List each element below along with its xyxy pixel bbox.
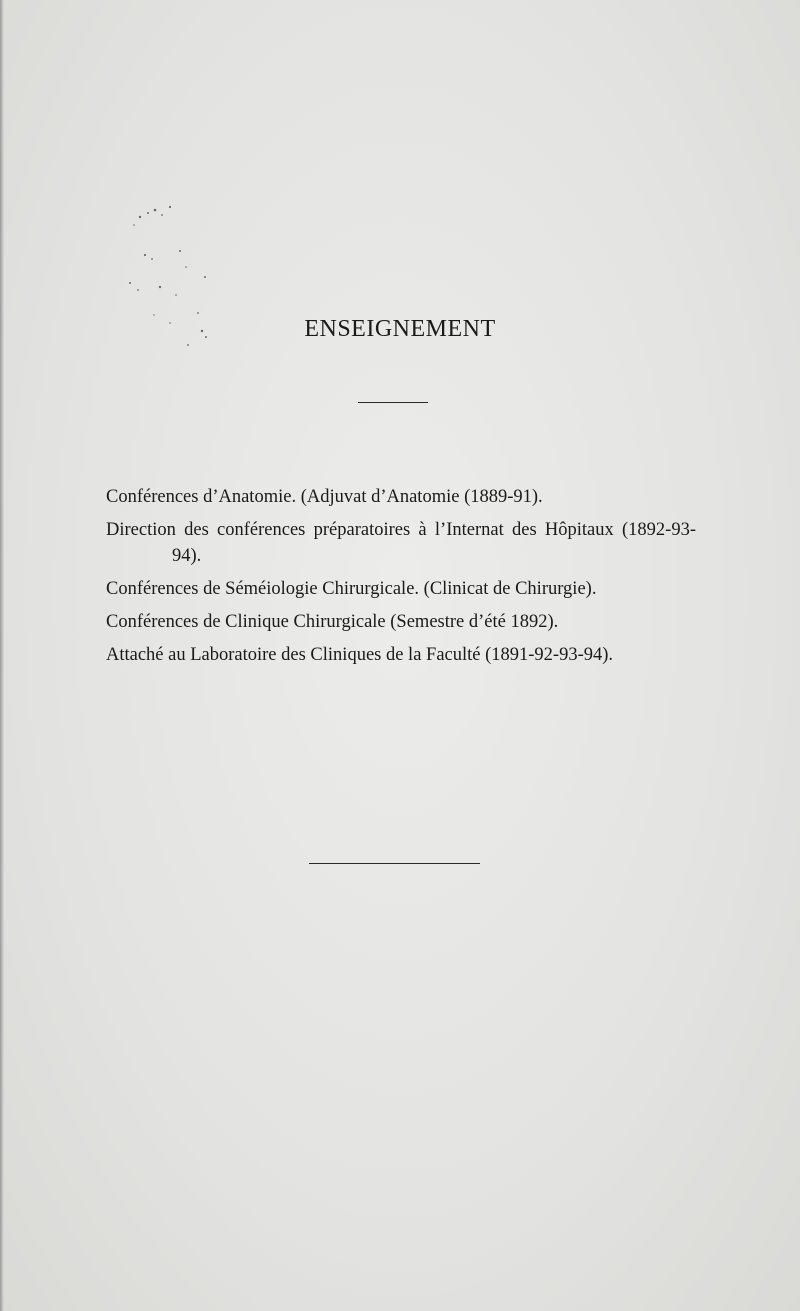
page-title: ENSEIGNEMENT (304, 316, 496, 342)
list-item: Attaché au Laboratoire des Cliniques de la Faculté (1891-92-93-94). (106, 645, 614, 665)
page-edge-shadow (0, 0, 4, 1311)
list-item: Conférences de Clinique Chirurgicale (Semestre d’été 1892). (106, 612, 559, 632)
list-item: Conférences d’Anatomie. (Adjuvat d’Anatomie (1889-91). (106, 487, 543, 507)
section-end-divider (309, 863, 480, 864)
title-divider (358, 402, 428, 403)
list-item: Conférences de Séméiologie Chirurgicale. (Clinicat de Chirurgie). (106, 579, 597, 599)
teaching-list (106, 484, 696, 675)
list-item: Direction des conférences préparatoires à l’Internat des Hôpitaux (1892-93-94). (106, 520, 696, 566)
